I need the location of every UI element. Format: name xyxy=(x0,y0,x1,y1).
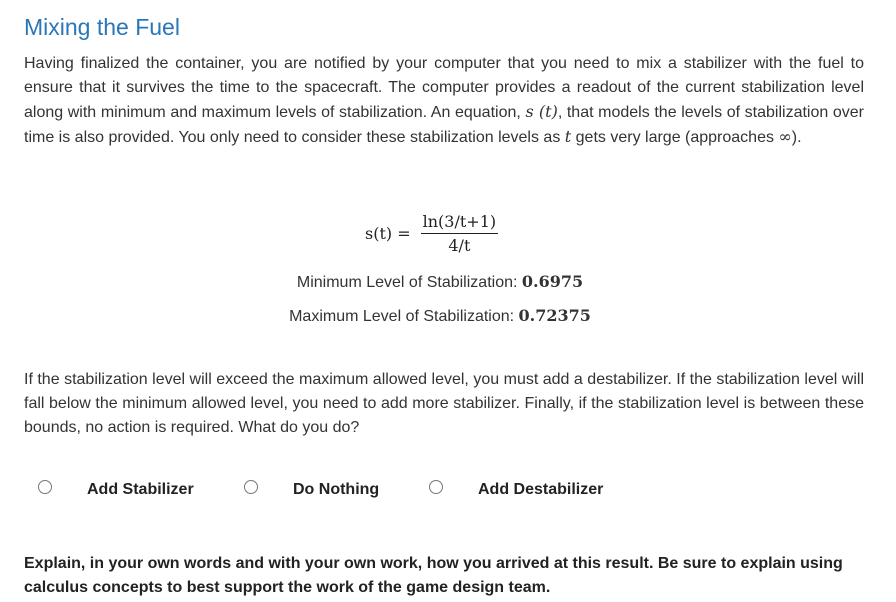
equation-numerator: ln(3/t+1) xyxy=(421,212,499,234)
option-label-add-stabilizer[interactable]: Add Stabilizer xyxy=(87,481,194,498)
intro-text-1: Having finalized the container, you are notified by your computer that you need to mix a stabilizer with the fuel to ensure that it survives the time to the spacecraft. The computer provides a readout of the current stabilization level along with minimum and maximum levels of stabilization. An equation, xyxy=(24,55,864,121)
option-add-destabilizer[interactable] xyxy=(429,480,604,498)
explanation-prompt: Explain, in your own words and with your own work, how you arrived at this result. Be sure to explain using calculus concepts to best support the work of the game design team. xyxy=(24,555,843,596)
option-add-stabilizer[interactable] xyxy=(38,480,194,498)
function-notation: s (t) xyxy=(525,102,558,121)
intro-text-3: gets very large (approaches xyxy=(571,129,779,146)
equation-fraction xyxy=(421,212,499,255)
equation-denominator: 4/t xyxy=(448,236,471,255)
radio-add-destabilizer[interactable] xyxy=(429,480,443,494)
minimum-level-label: Minimum Level of Stabilization: xyxy=(296,274,522,291)
page-title: Mixing the Fuel xyxy=(24,14,180,40)
maximum-level-label: Maximum Level of Stabilization: xyxy=(289,308,519,325)
intro-text-4: ). xyxy=(791,129,802,146)
option-do-nothing[interactable] xyxy=(244,480,380,498)
equation-lhs: s(t) = xyxy=(365,224,411,243)
radio-add-stabilizer[interactable] xyxy=(38,480,52,494)
stabilization-equation xyxy=(365,212,498,255)
intro-text-2: , that models the levels of stabilization over time is also provided. You only need to consider these stabilization levels as xyxy=(24,104,865,146)
instructions-paragraph: If the stabilization level will exceed the maximum allowed level, you must add a destabilizer. If the stabilization level will fall below the minimum allowed level, you need to add more stabilizer. Finally, if the stabilization level is between these bounds, no action is required. What do you do? xyxy=(24,371,864,436)
maximum-level-value: 0.72375 xyxy=(518,306,591,325)
option-label-add-destabilizer[interactable]: Add Destabilizer xyxy=(478,481,604,498)
infinity-symbol: ∞ xyxy=(778,127,792,146)
radio-do-nothing[interactable] xyxy=(244,480,258,494)
minimum-level-line xyxy=(0,272,880,292)
variable-t: t xyxy=(564,127,572,146)
minimum-level-value: 0.6975 xyxy=(521,272,584,291)
option-label-do-nothing[interactable]: Do Nothing xyxy=(293,481,380,498)
maximum-level-line xyxy=(0,306,880,326)
intro-paragraph xyxy=(24,52,864,150)
